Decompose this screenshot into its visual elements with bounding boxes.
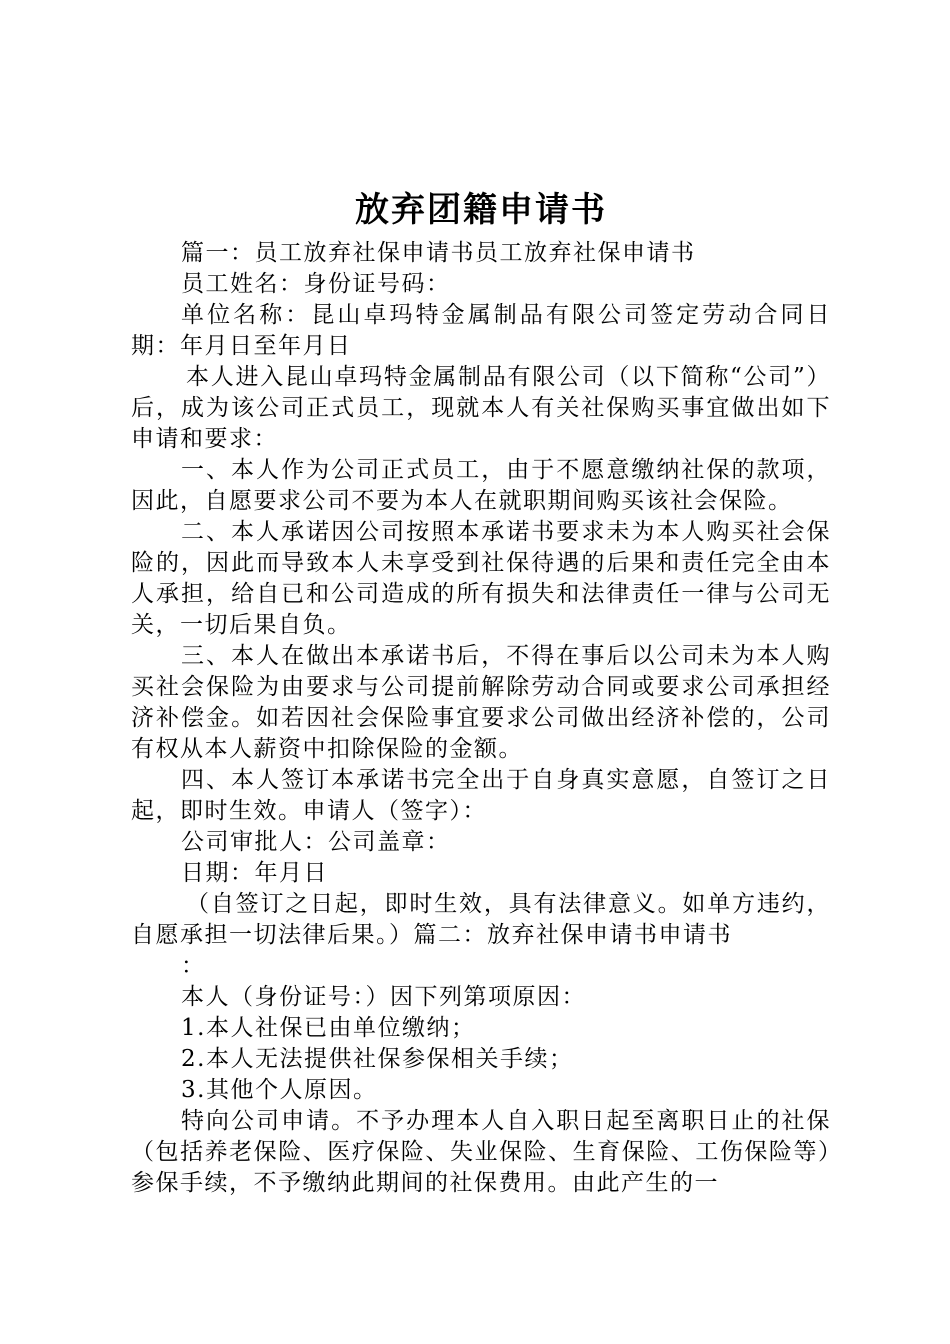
paragraph-application: 特向公司申请。不予办理本人自入职日起至离职日止的社保（包括养老保险、医疗保险、失业保险、生育保险、工伤保险等）参保手续，不予缴纳此期间的社保费用。由此产生的一 <box>131 1108 831 1196</box>
list-item-reason-3: 3.其他个人原因。 <box>181 1077 378 1103</box>
paragraph-item-3: 三、本人在做出本承诺书后，不得在事后以公司未为本人购买社会保险为由要求与公司提前解除劳动合同或要求公司承担经济补偿金。如若因社会保险事宜要求公司做出经济补偿的，公司有权从本人薪资中扣除保险的金额。 <box>131 643 831 762</box>
list-item-reason-1: 1.本人社保已由单位缴纳； <box>181 1015 476 1041</box>
list-item-reason-2: 2.本人无法提供社保参保相关手续； <box>181 1046 574 1072</box>
paragraph-employee-name: 员工姓名：身份证号码： <box>181 271 451 297</box>
paragraph-reasons-intro: 本人（身份证号：）因下列第项原因： <box>181 984 586 1010</box>
paragraph-item-4: 四、本人签订本承诺书完全出于自身真实意愿，自签订之日起，即时生效。申请人（签字）： <box>131 767 831 824</box>
document-body <box>131 238 831 1199</box>
paragraph-note-part2: （自签订之日起，即时生效，具有法律意义。如单方违约，自愿承担一切法律后果。）篇二：放弃社保申请书申请书 <box>131 891 831 948</box>
paragraph-item-1: 一、本人作为公司正式员工，由于不愿意缴纳社保的款项，因此，自愿要求公司不要为本人在就职期间购买该社会保险。 <box>131 457 831 514</box>
paragraph-intro: 本人进入昆山卓玛特金属制品有限公司（以下简称“公司”）后，成为该公司正式员工，现就本人有关社保购买事宜做出如下申请和要求： <box>131 364 831 452</box>
paragraph-approver: 公司审批人：公司盖章： <box>181 829 451 855</box>
paragraph-part1-heading: 篇一：员工放弃社保申请书员工放弃社保申请书 <box>181 240 696 266</box>
paragraph-colon: ： <box>181 953 206 979</box>
paragraph-date: 日期：年月日 <box>181 860 328 886</box>
paragraph-company-name: 单位名称：昆山卓玛特金属制品有限公司签定劳动合同日期：年月日至年月日 <box>131 302 831 359</box>
document-title: 放弃团籍申请书 <box>355 190 607 230</box>
paragraph-item-2: 二、本人承诺因公司按照本承诺书要求未为本人购买社会保险的，因此而导致本人未享受到社保待遇的后果和责任完全由本人承担，给自已和公司造成的所有损失和法律责任一律与公司无关，一切后果自负。 <box>131 519 831 638</box>
document-page <box>131 182 831 1199</box>
